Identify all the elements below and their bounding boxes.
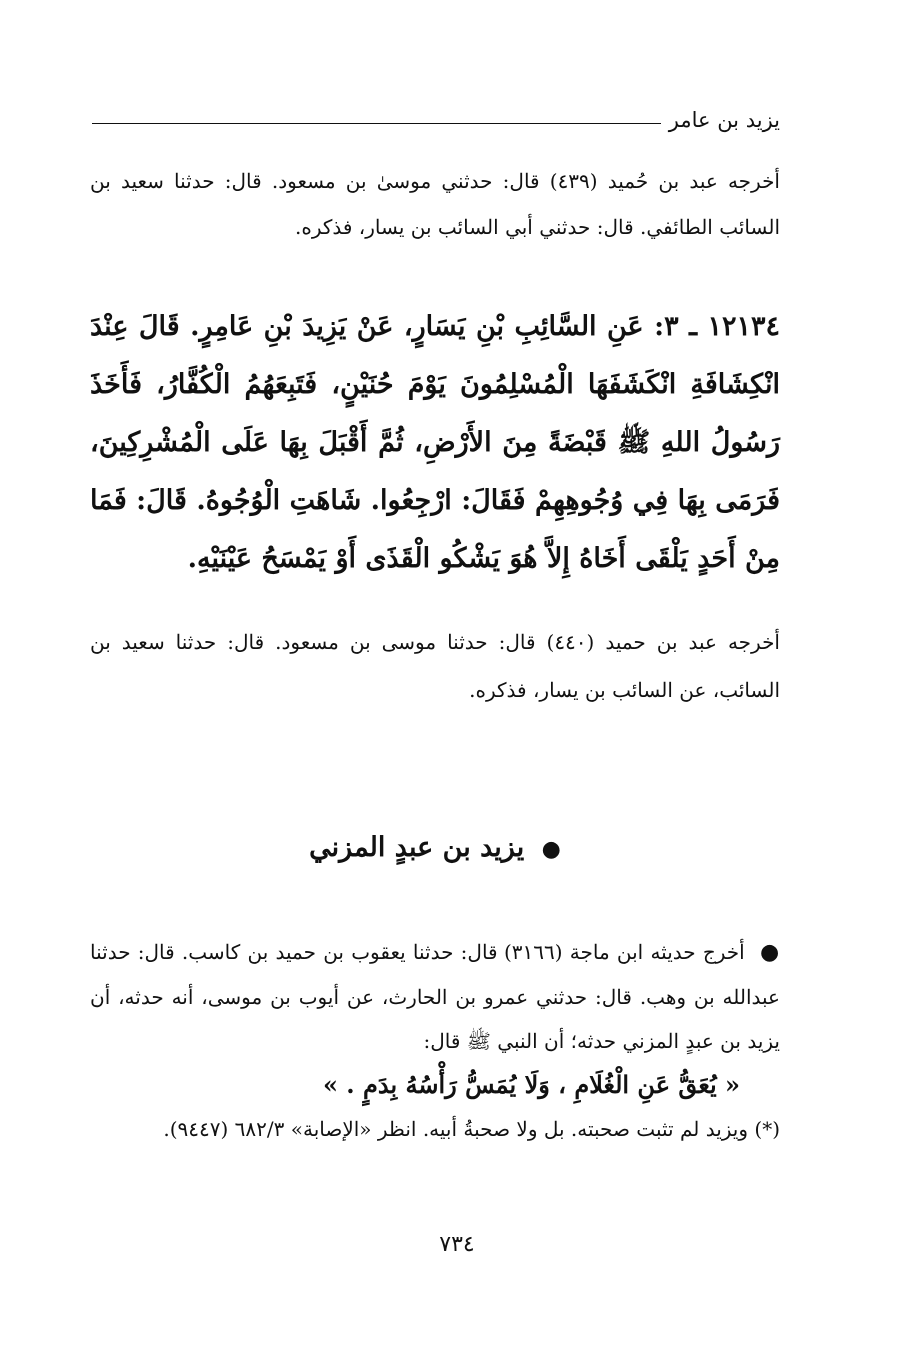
footnote: (*) ويزيد لم تثبت صحبته. بل ولا صحبةُ أبيه. انظر «الإصابة» ٦٨٢/٣ (٩٤٤٧). — [163, 1117, 780, 1141]
source-note-2 — [90, 618, 780, 714]
source-note-2-text: أخرجه عبد بن حميد (٤٤٠) قال: حدثنا موسى بن مسعود. قال: حدثنا سعيد بن السائب، عن السائب بن يسار، فذكره. — [90, 630, 780, 702]
hadith-12134 — [90, 298, 780, 588]
running-header — [92, 102, 780, 138]
section-heading — [90, 832, 780, 863]
source-note-1-text: أخرجه عبد بن حُميد (٤٣٩) قال: حدثني موسىٰ بن مسعود. قال: حدثنا سعيد بن السائب الطائفي. قال: حدثني أبي السائب بن يسار، فذكره. — [90, 169, 780, 239]
section-heading-text: يزيد بن عبدٍ المزني — [309, 832, 525, 863]
prophetic-quote: « يُعَقُّ عَنِ الْغُلَامِ ، وَلَا يُمَسُّ رَأْسُهُ بِدَمٍ . » — [322, 1070, 740, 1099]
page-number: ٧٣٤ — [439, 1232, 475, 1257]
ibn-majah-text: أخرج حديثه ابن ماجة (٣١٦٦) قال: حدثنا يعقوب بن حميد بن كاسب. قال: حدثنا عبدالله بن وهب. قال: حدثني عمرو بن الحارث، عن أيوب بن موسى، أنه حدثه، أن يزيد بن عبدٍ المزني حدثه؛ أن النبي ﷺ قال: — [90, 940, 780, 1053]
ibn-majah-paragraph — [90, 930, 780, 1151]
hadith-text: ١٢١٣٤ ـ ٣: عَنِ السَّائِبِ بْنِ يَسَارٍ، عَنْ يَزِيدَ بْنِ عَامِرٍ. قَالَ عِنْدَ انْكِشَافَةِ انْكَشَفَهَا الْمُسْلِمُونَ يَوْمَ حُنَيْنٍ، فَتَبِعَهُمُ الْكُفَّارُ، فَأَخَذَ رَسُولُ اللهِ ﷺ قَبْضَةً مِنَ الأَرْضِ، ثُمَّ أَقْبَلَ بِهَا عَلَى الْمُشْرِكِينَ، فَرَمَى بِهَا فِي وُجُوهِهِمْ فَقَالَ: ارْجِعُوا. شَاهَتِ الْوُجُوهُ. قَالَ: فَمَا مِنْ أَحَدٍ يَلْقَى أَخَاهُ إِلاَّ هُوَ يَشْكُو الْقَذَى أَوْ يَمْسَحُ عَيْنَيْهِ. — [90, 311, 780, 574]
ibn-majah-entry — [90, 930, 780, 1151]
source-note-1 — [90, 158, 780, 250]
running-title: يزيد بن عامر — [668, 108, 780, 132]
header-rule — [92, 123, 661, 124]
bullet-icon: ● — [541, 836, 561, 862]
bullet-icon: ● — [759, 940, 780, 965]
